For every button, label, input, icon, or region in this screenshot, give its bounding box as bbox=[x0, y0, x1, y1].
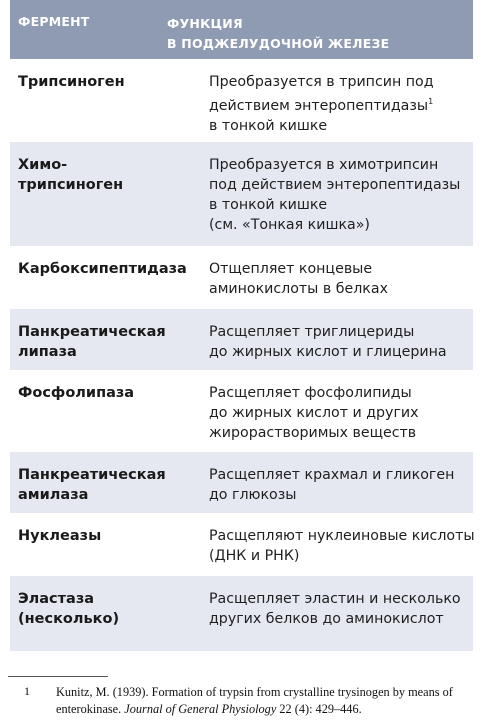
table-row bbox=[10, 59, 473, 142]
enzyme-name bbox=[18, 259, 187, 279]
footnote-divider bbox=[8, 676, 108, 677]
enzyme-function-text: до жирных кислот и других bbox=[209, 405, 419, 421]
enzyme-function-text: в тонкой кишке bbox=[209, 118, 328, 134]
enzyme-function-text: (см. «Тонкая кишка») bbox=[209, 217, 370, 233]
enzyme-function-line bbox=[209, 609, 461, 629]
enzyme-function-line bbox=[209, 342, 447, 362]
enzyme-function-line bbox=[209, 403, 419, 423]
enzyme-function-line bbox=[209, 546, 475, 566]
header-function-line2: В ПОДЖЕЛУДОЧНОЙ ЖЕЛЕЗЕ bbox=[167, 36, 390, 51]
enzyme-function-line bbox=[209, 116, 434, 136]
enzyme-name-line: трипсиноген bbox=[18, 177, 124, 193]
enzyme-function-line bbox=[209, 259, 388, 279]
enzyme-function-text: до жирных кислот и глицерина bbox=[209, 344, 447, 360]
enzyme-function-line bbox=[209, 485, 454, 505]
enzyme-name-line: Карбоксипептидаза bbox=[18, 261, 187, 277]
enzyme-function-text: (ДНК и РНК) bbox=[209, 548, 300, 564]
enzyme-name-line: Химо- bbox=[18, 157, 68, 173]
enzyme-function-line bbox=[209, 92, 434, 116]
enzyme-function bbox=[209, 383, 419, 443]
enzyme-function-line bbox=[209, 322, 447, 342]
enzyme-function-text: Расщепляют нуклеиновые кислоты bbox=[209, 528, 475, 544]
enzyme-function-line bbox=[209, 589, 461, 609]
enzyme-function-text: Преобразуется в трипсин под bbox=[209, 74, 434, 90]
table-row bbox=[10, 452, 473, 513]
table-row bbox=[10, 576, 473, 651]
enzyme-function-text: жирорастворимых веществ bbox=[209, 425, 417, 441]
enzyme-function-line bbox=[209, 175, 460, 195]
footnote-text-after: 22 (4): 429–446. bbox=[276, 702, 362, 716]
table-row bbox=[10, 246, 473, 309]
enzyme-function-text: аминокислоты в белках bbox=[209, 281, 388, 297]
enzyme-name bbox=[18, 155, 123, 195]
enzyme-function bbox=[209, 465, 454, 505]
table-row bbox=[10, 370, 473, 452]
enzyme-name-line: Панкреатическая bbox=[18, 324, 166, 340]
enzyme-function-line bbox=[209, 526, 475, 546]
enzyme-function-line bbox=[209, 279, 388, 299]
enzyme-name-line: Панкреатическая bbox=[18, 467, 166, 483]
enzyme-function-line bbox=[209, 195, 460, 215]
table-row bbox=[10, 513, 473, 576]
enzyme-name-line: Эластаза bbox=[18, 591, 95, 607]
enzyme-function-text: под действием энтеропептидазы bbox=[209, 177, 461, 193]
enzyme-name-line: липаза bbox=[18, 344, 77, 360]
header-function bbox=[167, 14, 389, 54]
enzyme-function-text: Расщепляет триглицериды bbox=[209, 324, 415, 340]
enzyme-name-line: амилаза bbox=[18, 487, 89, 503]
table-row bbox=[10, 309, 473, 370]
footnote-journal: Journal of General Physiology bbox=[124, 702, 277, 716]
enzyme-function-line bbox=[209, 155, 460, 175]
enzyme-function bbox=[209, 322, 447, 362]
header-function-line1: ФУНКЦИЯ bbox=[167, 16, 243, 31]
enzyme-function-line bbox=[209, 465, 454, 485]
enzyme-name bbox=[18, 465, 166, 505]
enzyme-function-text: Преобразуется в химотрипсин bbox=[209, 157, 439, 173]
enzyme-name bbox=[18, 526, 101, 546]
table-row bbox=[10, 142, 473, 246]
enzyme-function bbox=[209, 259, 388, 299]
enzyme-function bbox=[209, 589, 461, 629]
header-enzyme: ФЕРМЕНТ bbox=[18, 14, 90, 29]
enzyme-name-line: (несколько) bbox=[18, 611, 120, 627]
enzyme-function-line bbox=[209, 215, 460, 235]
enzyme-table bbox=[10, 0, 473, 651]
enzyme-function-text: Расщепляет эластин и несколько bbox=[209, 591, 461, 607]
enzyme-function-line bbox=[209, 423, 419, 443]
enzyme-function-text: других белков до аминокислот bbox=[209, 611, 444, 627]
footnote-number: 1 bbox=[24, 684, 30, 698]
enzyme-function-line bbox=[209, 72, 434, 92]
footnote-text-before: Kunitz, M. (1939). Formation of trypsin from crystalline trysinogen by means of enterokinase. bbox=[56, 685, 453, 716]
enzyme-function bbox=[209, 526, 475, 566]
enzyme-name bbox=[18, 383, 134, 403]
enzyme-function-text: Расщепляет фосфолипиды bbox=[209, 385, 412, 401]
enzyme-function-line bbox=[209, 383, 419, 403]
enzyme-function-text: действием энтеропептидазы bbox=[209, 98, 429, 114]
table-body bbox=[10, 59, 473, 651]
enzyme-name-line: Нуклеазы bbox=[18, 528, 102, 544]
footnote-text bbox=[56, 684, 483, 718]
enzyme-function-text: Расщепляет крахмал и гликоген bbox=[209, 467, 455, 483]
footnote-reference[interactable]: 1 bbox=[428, 97, 434, 106]
enzyme-function-text: до глюкозы bbox=[209, 487, 297, 503]
enzyme-name-line: Фосфолипаза bbox=[18, 385, 135, 401]
enzyme-function bbox=[209, 155, 460, 235]
enzyme-name bbox=[18, 589, 119, 629]
enzyme-name bbox=[18, 72, 125, 92]
enzyme-name bbox=[18, 322, 166, 362]
enzyme-name-line: Трипсиноген bbox=[18, 74, 125, 90]
enzyme-function-text: в тонкой кишке bbox=[209, 197, 328, 213]
table-header bbox=[10, 0, 473, 59]
enzyme-function bbox=[209, 72, 434, 136]
enzyme-function-text: Отщепляет концевые bbox=[209, 261, 373, 277]
